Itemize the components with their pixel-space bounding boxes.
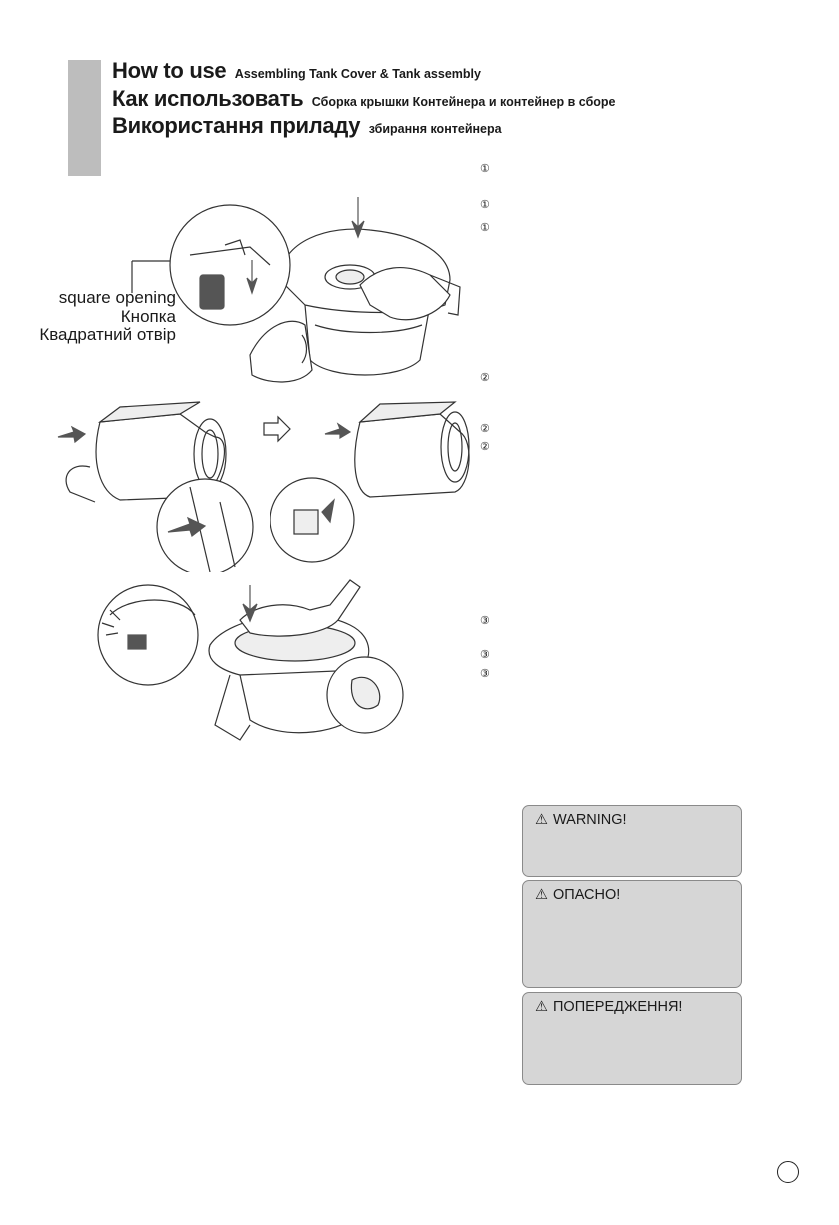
step-1-marker-uk: ① — [480, 222, 490, 234]
warning-title — [535, 999, 682, 1015]
title-sub: збирання контейнера — [368, 122, 502, 136]
step-1-marker-ru: ① — [480, 199, 490, 211]
title-ukrainian — [112, 113, 502, 139]
callout-square-opening: square opening — [58, 288, 176, 307]
warning-title-text: WARNING! — [553, 812, 627, 828]
title-sub: Сборка крышки Контейнера и контейнер в сборе — [311, 95, 616, 109]
step-2-marker-ru: ② — [480, 423, 490, 435]
warning-title — [535, 812, 627, 828]
title-main: Как использовать — [112, 86, 304, 111]
warning-title-text: ОПАСНО! — [553, 887, 621, 903]
title-english — [112, 58, 481, 84]
title-sub: Assembling Tank Cover & Tank assembly — [234, 67, 481, 81]
warning-box-uk — [522, 992, 742, 1085]
step-3-marker-ru: ③ — [480, 649, 490, 661]
warning-triangle-icon: ⚠ — [535, 999, 548, 1015]
step-2-marker-en: ② — [480, 372, 490, 384]
tank-insert-illustration-left — [50, 392, 260, 572]
cover-close-illustration — [90, 575, 410, 755]
tank-cover-illustration — [130, 185, 470, 390]
step-2-marker-uk: ② — [480, 441, 490, 453]
title-russian — [112, 86, 616, 112]
warning-title — [535, 887, 620, 903]
warning-box-ru — [522, 880, 742, 988]
title-main: How to use — [112, 58, 227, 83]
page-number-circle — [777, 1161, 799, 1183]
title-main: Використання приладу — [112, 113, 361, 138]
callout-button: Кнопка — [120, 307, 176, 326]
step-1-marker-en: ① — [480, 163, 490, 175]
section-side-bar — [68, 60, 101, 176]
warning-box-en — [522, 805, 742, 877]
warning-triangle-icon: ⚠ — [535, 812, 548, 828]
warning-triangle-icon: ⚠ — [535, 887, 548, 903]
warning-title-text: ПОПЕРЕДЖЕННЯ! — [553, 999, 683, 1015]
step-3-marker-uk: ③ — [480, 668, 490, 680]
callout-square-hole: Квадратний отвір — [39, 325, 176, 344]
step-3-marker-en: ③ — [480, 615, 490, 627]
tank-insert-illustration-right — [270, 392, 480, 572]
